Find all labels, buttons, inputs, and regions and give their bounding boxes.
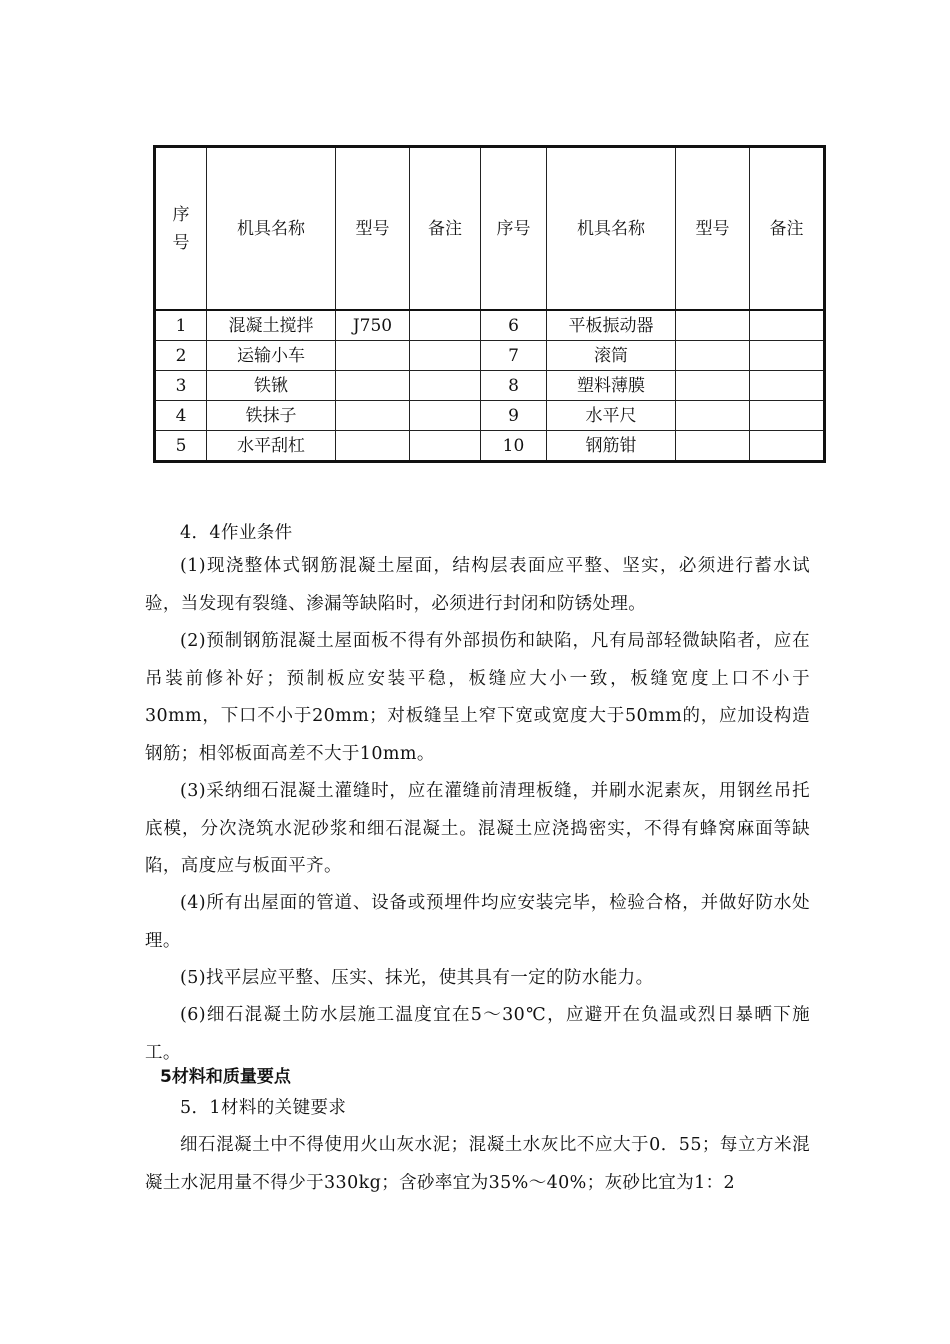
- equipment-table: [153, 145, 826, 463]
- paragraph: (2)预制钢筋混凝土屋面板不得有外部损伤和缺陷，凡有局部轻微缺陷者，应在吊装前修补好；预制板应安装平稳，板缝应大小一致，板缝宽度上口不小于30mm，下口不小于20mm；对板缝呈上窄下宽或宽度大于50mm的，应加设构造钢筋；相邻板面高差不大于10mm。: [145, 631, 810, 764]
- paragraph: (5)找平层应平整、压实、抹光，使其具有一定的防水能力。: [180, 968, 654, 988]
- table-cell: 平板振动器: [547, 310, 676, 341]
- table-cell: [676, 371, 750, 401]
- paragraph: (3)采纳细石混凝土灌缝时，应在灌缝前清理板缝，并刷水泥素灰，用钢丝吊托底模，分次浇筑水泥砂浆和细石混凝土。混凝土应浇捣密实，不得有蜂窝麻面等缺陷，高度应与板面平齐。: [145, 781, 810, 876]
- table-cell: 钢筋钳: [547, 431, 676, 462]
- table-cell: [336, 401, 410, 431]
- table-cell: 运输小车: [207, 341, 336, 371]
- table-header-row: [155, 147, 825, 311]
- table-cell: 塑料薄膜: [547, 371, 676, 401]
- table-cell: [336, 341, 410, 371]
- section-5-heading: 5材料和质量要点: [160, 1067, 291, 1087]
- table-cell: 7: [481, 341, 547, 371]
- table-cell: 8: [481, 371, 547, 401]
- table-cell: [750, 431, 825, 462]
- paragraph: (4)所有出屋面的管道、设备或预埋件均应安装完毕，检验合格，并做好防水处理。: [145, 893, 810, 951]
- table-cell: 铁抹子: [207, 401, 336, 431]
- table-cell: 9: [481, 401, 547, 431]
- header-cell: 备注: [410, 147, 481, 311]
- table-cell: [410, 341, 481, 371]
- section-5-1-heading: 5．1材料的关键要求: [180, 1098, 347, 1118]
- table-cell: J750: [336, 310, 410, 341]
- table-cell: 4: [155, 401, 207, 431]
- header-cell: 序号: [155, 147, 207, 311]
- table-cell: 水平刮杠: [207, 431, 336, 462]
- table-cell: 水平尺: [547, 401, 676, 431]
- table-cell: 5: [155, 431, 207, 462]
- table-row: [155, 401, 825, 431]
- table-cell: 10: [481, 431, 547, 462]
- section-4-4-heading: 4．4作业条件: [180, 523, 293, 543]
- table-cell: [750, 371, 825, 401]
- table-cell: [410, 401, 481, 431]
- table-cell: 3: [155, 371, 207, 401]
- header-cell: 型号: [336, 147, 410, 311]
- table-row: [155, 431, 825, 462]
- table-cell: [410, 310, 481, 341]
- table-cell: [750, 401, 825, 431]
- header-cell: 备注: [750, 147, 825, 311]
- table-cell: [336, 371, 410, 401]
- table-cell: [676, 310, 750, 341]
- table-cell: [410, 431, 481, 462]
- table-cell: 6: [481, 310, 547, 341]
- paragraph: (1)现浇整体式钢筋混凝土屋面，结构层表面应平整、坚实，必须进行蓄水试验，当发现有裂缝、渗漏等缺陷时，必须进行封闭和防锈处理。: [145, 556, 810, 614]
- table-cell: [750, 341, 825, 371]
- table-row: [155, 310, 825, 341]
- header-cell: 型号: [676, 147, 750, 311]
- paragraph: (6)细石混凝土防水层施工温度宜在5～30℃，应避开在负温或烈日暴晒下施工。: [145, 1005, 810, 1063]
- paragraph: 细石混凝土中不得使用火山灰水泥；混凝土水灰比不应大于0．55；每立方米混凝土水泥用量不得少于330kg；含砂率宜为35%～40%；灰砂比宜为1：2: [145, 1135, 810, 1193]
- table-cell: [676, 401, 750, 431]
- table-row: [155, 341, 825, 371]
- table-row: [155, 371, 825, 401]
- table-cell: 铁锹: [207, 371, 336, 401]
- table-cell: 2: [155, 341, 207, 371]
- table-cell: 混凝土搅拌: [207, 310, 336, 341]
- table-cell: [676, 341, 750, 371]
- table-cell: 滚筒: [547, 341, 676, 371]
- table-cell: 1: [155, 310, 207, 341]
- table-cell: [410, 371, 481, 401]
- header-cell: 机具名称: [207, 147, 336, 311]
- header-cell: 机具名称: [547, 147, 676, 311]
- header-cell: 序号: [481, 147, 547, 311]
- table-cell: [336, 431, 410, 462]
- table-cell: [676, 431, 750, 462]
- table-cell: [750, 310, 825, 341]
